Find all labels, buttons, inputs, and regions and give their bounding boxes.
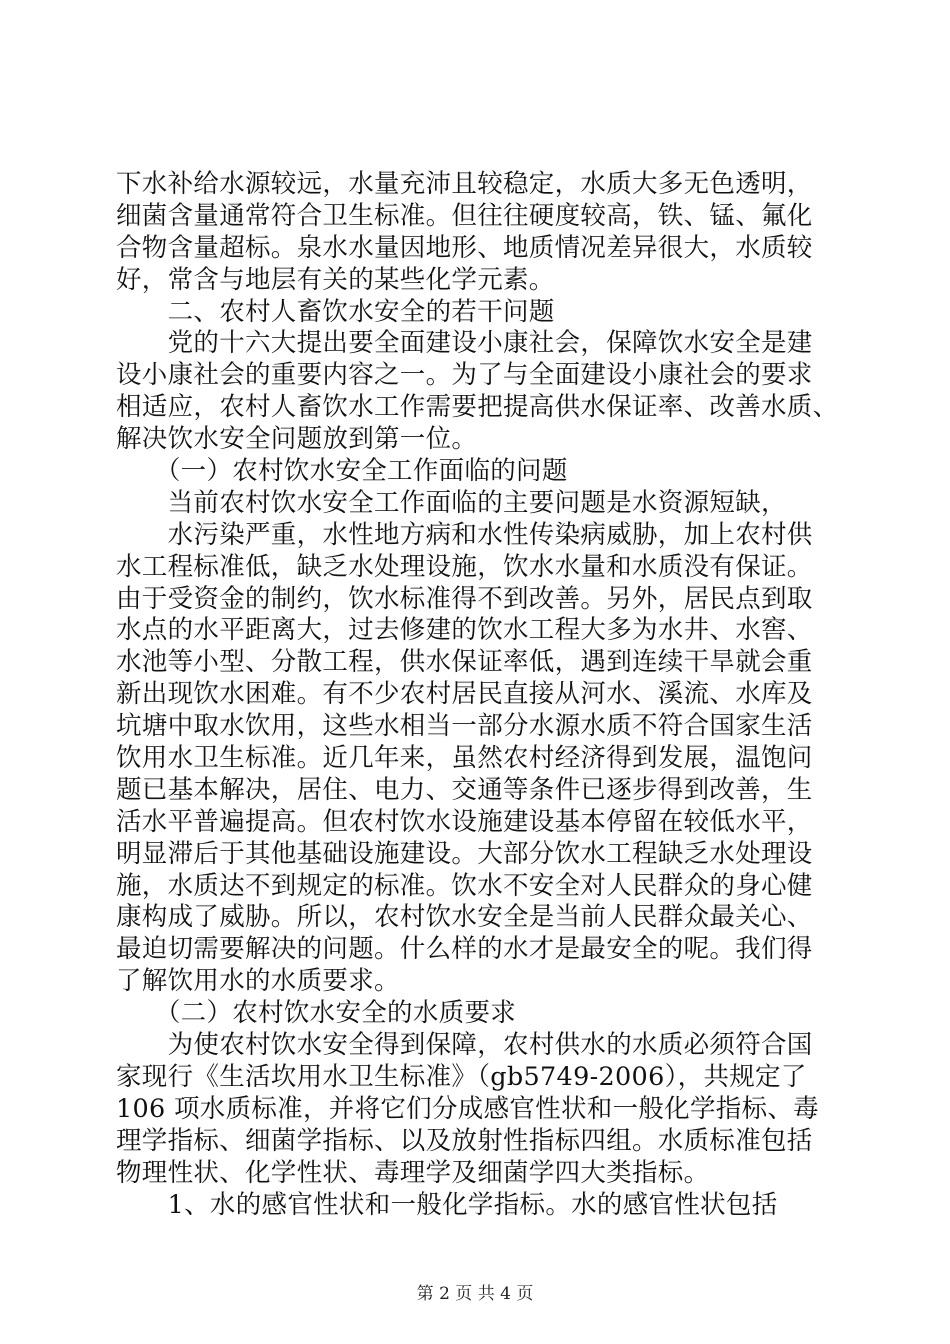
text-line: （二）农村饮水安全的水质要求 [116,998,517,1029]
text-line: （一）农村饮水安全工作面临的问题 [116,456,568,487]
text-line: 为使农村饮水安全得到保障，农村供水的水质必须符合国 [116,1030,813,1061]
text-line: 理学指标、细菌学指标、以及放射性指标四组。水质标准包括 [116,1125,813,1156]
text-line: 最迫切需要解决的问题。什么样的水才是最安全的呢。我们得 [116,934,813,965]
text-line: 了解饮用水的水质要求。 [116,966,400,997]
page-footer: 第 2 页 共 4 页 [416,1284,534,1304]
text-line: 活水平普遍提高。但农村饮水设施建设基本停留在较低水平， [116,806,813,837]
text-line: 坑塘中取水饮用，这些水相当一部分水源水质不符合国家生活 [116,711,813,742]
text-line: 当前农村饮水安全工作面临的主要问题是水资源短缺， [116,487,787,518]
document-body [116,169,839,1221]
text-line: 设小康社会的重要内容之一。为了与全面建设小康社会的要求 [116,360,813,391]
text-line: 明显滞后于其他基础设施建设。大部分饮水工程缺乏水处理设 [116,838,813,869]
text-line: 好，常含与地层有关的某些化学元素。 [116,264,555,295]
text-line: 物理性状、化学性状、毒理学及细菌学四大类指标。 [116,1157,710,1188]
text-line: 题已基本解决，居住、电力、交通等条件已逐步得到改善，生 [116,774,813,805]
text-line: 饮用水卫生标准。近几年来，虽然农村经济得到发展，温饱问 [116,743,813,774]
text-line: 新出现饮水困难。有不少农村居民直接从河水、溪流、水库及 [116,679,813,710]
text-line: 106 项水质标准，并将它们分成感官性状和一般化学指标、毒 [116,1093,819,1124]
text-line: 水污染严重，水性地方病和水性传染病威胁，加上农村供 [116,519,813,550]
text-line: 由于受资金的制约，饮水标准得不到改善。另外，居民点到取 [116,583,813,614]
text-line: 解决饮水安全问题放到第一位。 [116,424,478,455]
text-line: 家现行《生活坎用水卫生标准》（gb5749-2006），共规定了 [116,1061,807,1092]
text-line: 细菌含量通常符合卫生标准。但往往硬度较高，铁、锰、氟化 [116,200,813,231]
text-line: 康构成了威胁。所以，农村饮水安全是当前人民群众最关心、 [116,902,813,933]
text-line: 下水补给水源较远，水量充沛且较稳定，水质大多无色透明， [116,169,813,199]
text-line: 水点的水平距离大，过去修建的饮水工程大多为水井、水窖、 [116,615,813,646]
text-line: 水工程标准低，缺乏水处理设施，饮水水量和水质没有保证。 [116,551,813,582]
text-line: 党的十六大提出要全面建设小康社会，保障饮水安全是建 [116,328,813,359]
text-line: 水池等小型、分散工程，供水保证率低，遇到连续干旱就会重 [116,647,813,678]
text-line: 二、农村人畜饮水安全的若干问题 [116,296,555,327]
text-line: 相适应，农村人畜饮水工作需要把提高供水保证率、改善水质、 [116,392,839,423]
text-line: 合物含量超标。泉水水量因地形、地质情况差异很大，水质较 [116,232,813,263]
text-line: 1、水的感官性状和一般化学指标。水的感官性状包括 [116,1189,778,1220]
text-line: 施，水质达不到规定的标准。饮水不安全对人民群众的身心健 [116,870,813,901]
